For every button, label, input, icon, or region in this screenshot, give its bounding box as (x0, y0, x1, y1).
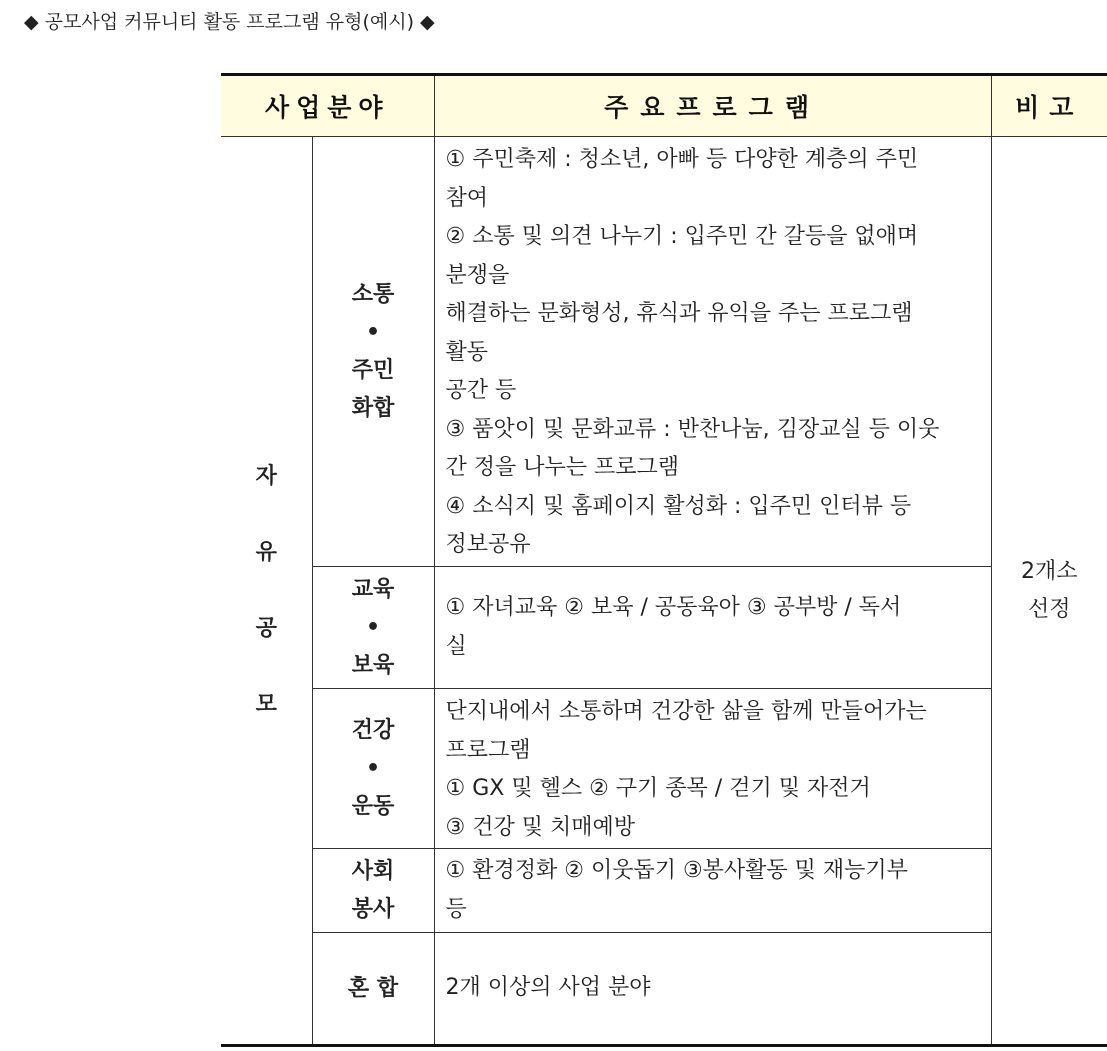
remarks-text: 2개소 (1021, 558, 1078, 584)
category-char: 모 (255, 691, 277, 717)
subcategory-text: 운동 (351, 793, 395, 819)
program-line: 프로그램 (445, 737, 531, 763)
category-cell (221, 137, 312, 1046)
program-line: 등 (445, 896, 467, 922)
program-line: ① 주민축제 : 청소년, 아빠 등 다양한 계층의 주민 (445, 147, 919, 172)
table-row (221, 567, 1107, 689)
table-row (221, 137, 1107, 567)
program-line: ① 환경정화 ② 이웃돕기 ③봉사활동 및 재능기부 (445, 858, 908, 883)
table-row (221, 689, 1107, 849)
program-table (221, 73, 1107, 1047)
program-cell (434, 137, 991, 567)
program-line: 정보공유 (445, 532, 531, 557)
table-row (221, 933, 1107, 1046)
subcategory-text: 봉사 (351, 896, 395, 922)
program-line: ① GX 및 헬스 ② 구기 종목 / 걷기 및 자전거 (445, 776, 871, 801)
table-row (221, 849, 1107, 933)
subcategory-text: 건강 (351, 717, 395, 743)
program-line: 공간 등 (445, 378, 517, 403)
program-line: 2개 이상의 사업 분야 (445, 975, 651, 1001)
subcategory-text: 화합 (351, 395, 395, 421)
subcategory-cell (312, 849, 434, 933)
category-char: 자 (255, 463, 277, 489)
subcategory-dot: • (365, 319, 381, 345)
subcategory-dot: • (365, 755, 381, 781)
program-line: 활동 (445, 339, 489, 365)
subcategory-text: 보육 (351, 652, 395, 678)
program-line: ③ 품앗이 및 문화교류 : 반찬나눔, 김장교실 등 이웃 (445, 416, 940, 442)
program-line: ① 자녀교육 ② 보육 / 공동육아 ③ 공부방 / 독서 (445, 595, 902, 620)
program-cell (434, 567, 991, 689)
remarks-cell (991, 137, 1107, 1046)
subcategory-text: 주민 (351, 357, 395, 383)
subcategory-cell (312, 137, 434, 567)
program-line: 실 (445, 633, 467, 659)
subcategory-cell (312, 567, 434, 689)
subcategory-text: 혼 합 (347, 975, 399, 1001)
program-cell (434, 689, 991, 849)
program-line: ② 소통 및 의견 나누기 : 입주민 간 갈등을 없애며 (445, 224, 919, 249)
subcategory-text: 사회 (351, 858, 395, 884)
program-line: ④ 소식지 및 홈페이지 활성화 : 입주민 인터뷰 등 (445, 493, 912, 519)
subcategory-text: 소통 (351, 281, 395, 307)
program-line: ③ 건강 및 치매예방 (445, 814, 635, 840)
program-line: 해결하는 문화형성, 휴식과 유익을 주는 프로그램 (445, 301, 913, 326)
program-line: 분쟁을 (445, 262, 510, 288)
header-remarks: 비고 (991, 75, 1107, 137)
header-business-field: 사업분야 (221, 75, 434, 137)
subcategory-cell (312, 933, 434, 1046)
program-line: 단지내에서 소통하며 건강한 삶을 함께 만들어가는 (445, 699, 927, 724)
category-char: 공 (255, 615, 277, 641)
header-main-program: 주요프로그램 (434, 75, 991, 137)
subcategory-dot: • (365, 614, 381, 640)
subcategory-cell (312, 689, 434, 849)
program-cell (434, 849, 991, 933)
program-cell (434, 933, 991, 1046)
subcategory-text: 교육 (351, 576, 395, 602)
header-row (221, 75, 1107, 137)
program-line: 참여 (445, 185, 489, 211)
category-char: 유 (255, 539, 277, 565)
program-line: 간 정을 나누는 프로그램 (445, 455, 680, 480)
page-heading: ◆ 공모사업 커뮤니티 활동 프로그램 유형(예시) ◆ (24, 11, 435, 33)
remarks-text: 선정 (1028, 596, 1071, 622)
